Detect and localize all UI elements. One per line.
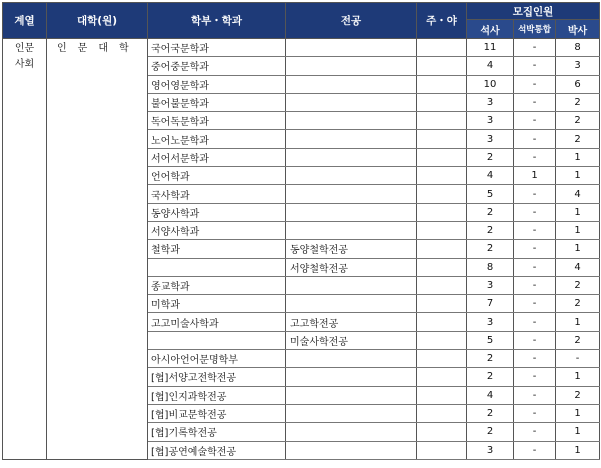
baksa-cell: 2 [556, 130, 600, 148]
juya-cell [417, 368, 467, 386]
hakbu-cell: [협]인지과학전공 [148, 386, 286, 404]
jeongong-cell [286, 148, 417, 166]
jeongong-cell [286, 276, 417, 294]
daehak-label: 인문대학 [57, 43, 140, 54]
baksa-cell: 2 [556, 276, 600, 294]
seoksa-cell: 4 [467, 386, 514, 404]
juya-cell [417, 386, 467, 404]
seokbak-cell: - [514, 203, 556, 221]
hakbu-cell: 국사학과 [148, 185, 286, 203]
seoksa-cell: 2 [467, 423, 514, 441]
admission-quota-table [2, 2, 600, 460]
seoksa-cell: 5 [467, 185, 514, 203]
jeongong-cell [286, 93, 417, 111]
jeongong-cell: 고고학전공 [286, 313, 417, 331]
jeongong-cell [286, 368, 417, 386]
juya-cell [417, 75, 467, 93]
seokbak-cell: - [514, 350, 556, 368]
table-body [3, 39, 600, 460]
hakbu-cell [148, 258, 286, 276]
seoksa-cell: 2 [467, 203, 514, 221]
hakbu-cell: 철학과 [148, 240, 286, 258]
baksa-cell: 4 [556, 258, 600, 276]
hakbu-cell: [협]기록학전공 [148, 423, 286, 441]
jeongong-cell [286, 386, 417, 404]
seoksa-cell: 8 [467, 258, 514, 276]
hakbu-cell: [협]공연예술학전공 [148, 441, 286, 459]
baksa-cell: 1 [556, 148, 600, 166]
seokbak-cell: - [514, 57, 556, 75]
hakbu-cell: 종교학과 [148, 276, 286, 294]
juya-cell [417, 331, 467, 349]
baksa-cell: 2 [556, 386, 600, 404]
header-seoksa: 석사 [467, 20, 514, 39]
jeongong-cell [286, 130, 417, 148]
seoksa-cell: 10 [467, 75, 514, 93]
baksa-cell: 1 [556, 203, 600, 221]
seokbak-cell: - [514, 258, 556, 276]
hakbu-cell: 영어영문학과 [148, 75, 286, 93]
seokbak-cell: - [514, 313, 556, 331]
juya-cell [417, 93, 467, 111]
juya-cell [417, 203, 467, 221]
jeongong-cell: 서양철학전공 [286, 258, 417, 276]
header-seokbak: 석박통합 [514, 20, 556, 39]
hakbu-cell: 불어불문학과 [148, 93, 286, 111]
seoksa-cell: 3 [467, 313, 514, 331]
seokbak-cell: - [514, 221, 556, 239]
jeongong-cell [286, 39, 417, 57]
header-mojip: 모집인원 [467, 3, 600, 20]
hakbu-cell: 미학과 [148, 295, 286, 313]
seokbak-cell: - [514, 276, 556, 294]
baksa-cell: 1 [556, 368, 600, 386]
juya-cell [417, 130, 467, 148]
juya-cell [417, 112, 467, 130]
juya-cell [417, 57, 467, 75]
juya-cell [417, 148, 467, 166]
baksa-cell: 6 [556, 75, 600, 93]
jeongong-cell [286, 112, 417, 130]
seoksa-cell: 2 [467, 240, 514, 258]
juya-cell [417, 240, 467, 258]
seoksa-cell: 3 [467, 441, 514, 459]
jeongong-cell [286, 75, 417, 93]
hakbu-cell: 동양사학과 [148, 203, 286, 221]
hakbu-cell [148, 331, 286, 349]
header-jeongong: 전공 [286, 3, 417, 39]
seokbak-cell: - [514, 295, 556, 313]
seokbak-cell: - [514, 39, 556, 57]
gyeyeol-cell: 인문 사회 [3, 39, 47, 460]
juya-cell [417, 185, 467, 203]
juya-cell [417, 350, 467, 368]
seoksa-cell: 2 [467, 404, 514, 422]
hakbu-cell: 언어학과 [148, 167, 286, 185]
seoksa-cell: 11 [467, 39, 514, 57]
seoksa-cell: 3 [467, 276, 514, 294]
hakbu-cell: [협]서양고전학전공 [148, 368, 286, 386]
seoksa-cell: 3 [467, 93, 514, 111]
seoksa-cell: 2 [467, 148, 514, 166]
baksa-cell: 2 [556, 295, 600, 313]
baksa-cell: - [556, 350, 600, 368]
jeongong-cell [286, 167, 417, 185]
juya-cell [417, 258, 467, 276]
daehak-cell [47, 39, 148, 460]
juya-cell [417, 313, 467, 331]
seoksa-cell: 4 [467, 57, 514, 75]
juya-cell [417, 423, 467, 441]
header-baksa: 박사 [556, 20, 600, 39]
jeongong-cell [286, 441, 417, 459]
header-daehak: 대학(원) [47, 3, 148, 39]
baksa-cell: 1 [556, 313, 600, 331]
seoksa-cell: 7 [467, 295, 514, 313]
header-gyeyeol: 계열 [3, 3, 47, 39]
seoksa-cell: 2 [467, 221, 514, 239]
seokbak-cell: - [514, 404, 556, 422]
hakbu-cell: [협]비교문학전공 [148, 404, 286, 422]
seokbak-cell: - [514, 423, 556, 441]
header-juya: 주・야 [417, 3, 467, 39]
juya-cell [417, 276, 467, 294]
baksa-cell: 1 [556, 167, 600, 185]
jeongong-cell [286, 423, 417, 441]
jeongong-cell [286, 295, 417, 313]
hakbu-cell: 서양사학과 [148, 221, 286, 239]
jeongong-cell: 동양철학전공 [286, 240, 417, 258]
jeongong-cell [286, 404, 417, 422]
juya-cell [417, 167, 467, 185]
baksa-cell: 4 [556, 185, 600, 203]
seokbak-cell: 1 [514, 167, 556, 185]
baksa-cell: 1 [556, 404, 600, 422]
jeongong-cell [286, 57, 417, 75]
jeongong-cell [286, 221, 417, 239]
table-row [3, 39, 600, 57]
seokbak-cell: - [514, 148, 556, 166]
seoksa-cell: 3 [467, 112, 514, 130]
jeongong-cell [286, 350, 417, 368]
seokbak-cell: - [514, 130, 556, 148]
seoksa-cell: 4 [467, 167, 514, 185]
jeongong-cell [286, 203, 417, 221]
jeongong-cell [286, 185, 417, 203]
seokbak-cell: - [514, 331, 556, 349]
hakbu-cell: 아시아언어문명학부 [148, 350, 286, 368]
hakbu-cell: 독어독문학과 [148, 112, 286, 130]
seokbak-cell: - [514, 112, 556, 130]
header-hakbu: 학부・학과 [148, 3, 286, 39]
seokbak-cell: - [514, 75, 556, 93]
juya-cell [417, 221, 467, 239]
seoksa-cell: 5 [467, 331, 514, 349]
baksa-cell: 1 [556, 221, 600, 239]
hakbu-cell: 국어국문학과 [148, 39, 286, 57]
jeongong-cell: 미술사학전공 [286, 331, 417, 349]
baksa-cell: 1 [556, 240, 600, 258]
hakbu-cell: 중어중문학과 [148, 57, 286, 75]
seoksa-cell: 2 [467, 368, 514, 386]
seokbak-cell: - [514, 368, 556, 386]
seokbak-cell: - [514, 240, 556, 258]
baksa-cell: 2 [556, 331, 600, 349]
juya-cell [417, 39, 467, 57]
seokbak-cell: - [514, 93, 556, 111]
baksa-cell: 1 [556, 423, 600, 441]
seoksa-cell: 3 [467, 130, 514, 148]
hakbu-cell: 노어노문학과 [148, 130, 286, 148]
seokbak-cell: - [514, 185, 556, 203]
admission-table-container [2, 2, 600, 460]
baksa-cell: 2 [556, 93, 600, 111]
juya-cell [417, 404, 467, 422]
baksa-cell: 8 [556, 39, 600, 57]
baksa-cell: 2 [556, 112, 600, 130]
juya-cell [417, 441, 467, 459]
seoksa-cell: 2 [467, 350, 514, 368]
hakbu-cell: 고고미술사학과 [148, 313, 286, 331]
table-header [3, 3, 600, 39]
seokbak-cell: - [514, 386, 556, 404]
hakbu-cell: 서어서문학과 [148, 148, 286, 166]
baksa-cell: 3 [556, 57, 600, 75]
seokbak-cell: - [514, 441, 556, 459]
juya-cell [417, 295, 467, 313]
baksa-cell: 1 [556, 441, 600, 459]
